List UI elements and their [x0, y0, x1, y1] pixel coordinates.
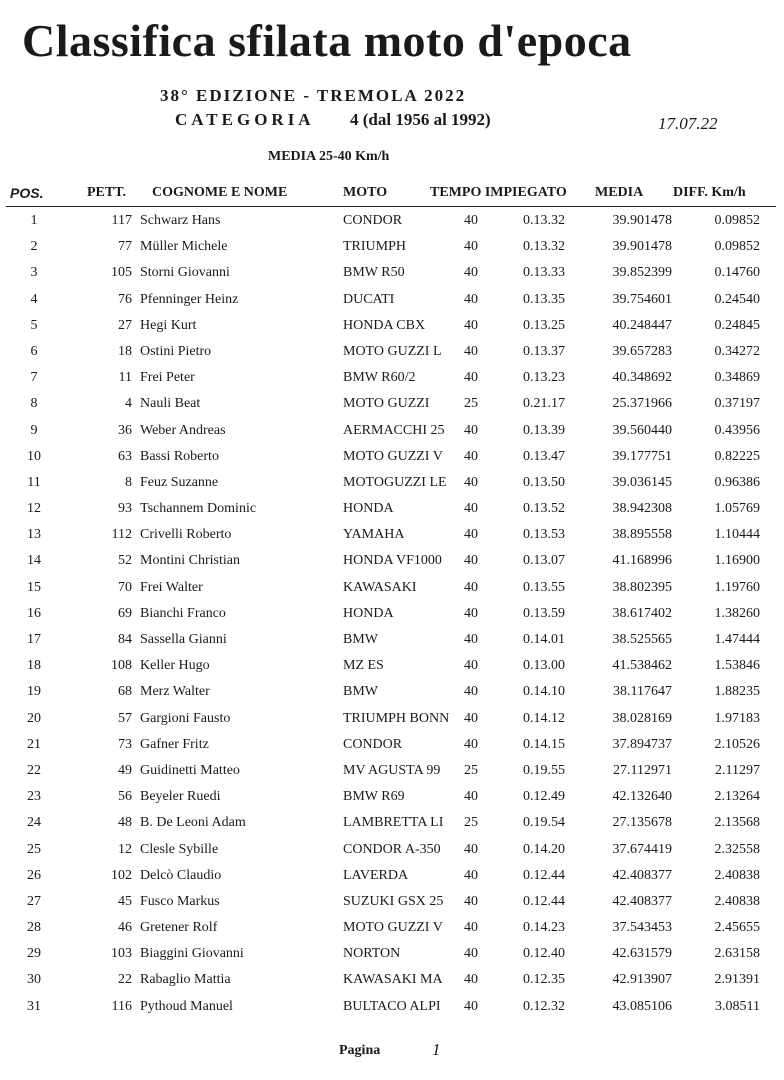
cell-time: 0.13.47 — [523, 448, 565, 464]
cell-media: 37.543453 — [612, 920, 672, 936]
cell-time: 0.13.23 — [523, 370, 565, 386]
cell-pos: 24 — [27, 815, 41, 831]
cell-tempo: 40 — [464, 658, 478, 674]
cell-pos: 23 — [27, 789, 41, 805]
category-value: 4 (dal 1956 al 1992) — [350, 110, 491, 129]
column-header-diff: DIFF. Km/h — [673, 185, 746, 200]
cell-time: 0.14.23 — [523, 920, 565, 936]
cell-pett: 8 — [125, 474, 132, 490]
cell-name: Pfenninger Heinz — [140, 291, 239, 307]
cell-media: 39.852399 — [612, 265, 672, 281]
cell-pos: 29 — [27, 946, 41, 962]
cell-pett: 68 — [118, 684, 132, 700]
cell-time: 0.12.44 — [523, 867, 565, 883]
cell-pett: 102 — [111, 867, 132, 883]
cell-pos: 2 — [30, 239, 38, 255]
cell-pos: 1 — [30, 213, 38, 228]
table-row — [0, 315, 784, 341]
table-row — [0, 996, 784, 1022]
cell-name: Bianchi Franco — [140, 605, 226, 621]
cell-diff: 1.16900 — [714, 553, 760, 569]
table-row — [0, 210, 784, 236]
cell-pos: 16 — [27, 605, 41, 621]
cell-pos: 13 — [27, 527, 41, 543]
cell-pos: 18 — [27, 658, 41, 674]
cell-tempo: 40 — [464, 736, 478, 752]
cell-name: Keller Hugo — [140, 658, 210, 674]
cell-diff: 2.40838 — [714, 893, 760, 909]
cell-time: 0.14.01 — [523, 632, 565, 647]
table-row — [0, 550, 784, 576]
cell-pos: 3 — [30, 265, 38, 281]
cell-moto: CONDOR — [343, 736, 403, 752]
cell-pos: 20 — [27, 710, 41, 726]
cell-pos: 8 — [30, 396, 38, 412]
cell-diff: 1.88235 — [714, 684, 760, 700]
cell-media: 39.657283 — [612, 343, 672, 359]
media-range: MEDIA 25-40 Km/h — [268, 149, 390, 164]
cell-media: 43.085106 — [612, 998, 672, 1014]
header-divider — [6, 206, 776, 207]
cell-media: 39.901478 — [612, 213, 672, 228]
cell-pett: 11 — [118, 370, 132, 386]
cell-media: 40.348692 — [612, 370, 672, 386]
cell-name: Clesle Sybille — [140, 841, 219, 857]
cell-name: Frei Peter — [140, 370, 195, 386]
cell-moto: SUZUKI GSX 25 — [343, 893, 444, 909]
cell-moto: DUCATI — [343, 291, 395, 307]
cell-time: 0.13.55 — [523, 579, 565, 595]
cell-name: Delcò Claudio — [140, 867, 222, 883]
cell-pos: 15 — [27, 579, 41, 595]
cell-media: 38.028169 — [612, 710, 672, 726]
cell-media: 41.168996 — [612, 553, 672, 569]
cell-tempo: 40 — [464, 998, 478, 1014]
cell-diff: 1.97183 — [714, 710, 760, 726]
cell-diff: 1.19760 — [714, 579, 760, 595]
cell-moto: MOTO GUZZI — [343, 396, 430, 412]
cell-media: 39.901478 — [612, 239, 672, 255]
table-row — [0, 420, 784, 446]
cell-pos: 6 — [30, 343, 38, 359]
cell-diff: 2.10526 — [714, 736, 760, 752]
cell-time: 0.13.32 — [523, 239, 565, 255]
cell-tempo: 40 — [464, 422, 478, 438]
table-row — [0, 943, 784, 969]
cell-time: 0.13.52 — [523, 501, 565, 517]
cell-time: 0.13.25 — [523, 317, 565, 333]
cell-moto: HONDA VF1000 — [343, 553, 442, 569]
cell-pett: 46 — [118, 920, 132, 936]
cell-pos: 4 — [30, 291, 38, 307]
cell-moto: CONDOR A-350 — [343, 841, 441, 857]
cell-time: 0.12.40 — [523, 946, 565, 962]
table-header — [0, 185, 784, 205]
cell-name: Gafner Fritz — [140, 736, 209, 752]
cell-pos: 27 — [27, 893, 41, 909]
cell-pos: 14 — [27, 553, 41, 569]
cell-diff: 1.53846 — [714, 658, 760, 674]
cell-pos: 5 — [30, 317, 38, 333]
cell-time: 0.13.00 — [523, 658, 565, 674]
cell-pett: 77 — [118, 239, 132, 255]
cell-pett: 70 — [118, 579, 132, 595]
table-row — [0, 446, 784, 472]
cell-diff: 2.13264 — [714, 789, 760, 805]
cell-diff: 1.38260 — [714, 605, 760, 621]
cell-moto: MOTO GUZZI L — [343, 343, 442, 359]
table-row — [0, 367, 784, 393]
cell-name: Nauli Beat — [140, 396, 201, 412]
cell-name: Biaggini Giovanni — [140, 946, 244, 962]
cell-moto: MOTOGUZZI LE — [343, 474, 447, 490]
table-row — [0, 891, 784, 917]
column-header-moto: MOTO — [343, 185, 388, 200]
cell-media: 40.248447 — [612, 317, 672, 333]
cell-time: 0.19.54 — [523, 815, 565, 831]
cell-diff: 0.14760 — [714, 265, 760, 281]
cell-tempo: 40 — [464, 213, 478, 228]
cell-moto: BMW R69 — [343, 789, 405, 805]
cell-pett: 52 — [118, 553, 132, 569]
cell-time: 0.14.12 — [523, 710, 565, 726]
cell-tempo: 25 — [464, 815, 478, 831]
cell-pos: 9 — [30, 422, 38, 438]
table-row — [0, 393, 784, 419]
cell-name: Gretener Rolf — [140, 920, 218, 936]
cell-tempo: 40 — [464, 632, 478, 647]
cell-time: 0.14.15 — [523, 736, 565, 752]
cell-time: 0.14.20 — [523, 841, 565, 857]
cell-moto: BMW R60/2 — [343, 370, 416, 386]
cell-moto: BMW — [343, 684, 378, 700]
cell-tempo: 40 — [464, 841, 478, 857]
cell-moto: AERMACCHI 25 — [343, 422, 445, 438]
cell-media: 42.913907 — [612, 972, 672, 988]
cell-moto: MOTO GUZZI V — [343, 920, 443, 936]
cell-tempo: 40 — [464, 867, 478, 883]
cell-moto: KAWASAKI MA — [343, 972, 443, 988]
cell-name: Merz Walter — [140, 684, 210, 700]
cell-pett: 105 — [111, 265, 132, 281]
cell-tempo: 40 — [464, 501, 478, 517]
cell-name: Beyeler Ruedi — [140, 789, 221, 805]
cell-pos: 21 — [27, 736, 41, 752]
cell-name: Storni Giovanni — [140, 265, 230, 281]
cell-time: 0.12.44 — [523, 893, 565, 909]
cell-tempo: 40 — [464, 448, 478, 464]
table-row — [0, 786, 784, 812]
cell-time: 0.13.39 — [523, 422, 565, 438]
cell-time: 0.19.55 — [523, 762, 565, 778]
cell-media: 42.631579 — [612, 946, 672, 962]
cell-pett: 57 — [118, 710, 132, 726]
cell-pett: 36 — [118, 422, 132, 438]
cell-time: 0.13.07 — [523, 553, 565, 569]
cell-diff: 0.24845 — [714, 317, 760, 333]
column-header-name: COGNOME E NOME — [152, 185, 288, 200]
cell-pos: 19 — [27, 684, 41, 700]
cell-tempo: 40 — [464, 474, 478, 490]
category-label: CATEGORIA — [175, 110, 315, 129]
cell-pett: 73 — [118, 736, 132, 752]
table-row — [0, 655, 784, 681]
cell-pett: 69 — [118, 605, 132, 621]
cell-pos: 30 — [27, 972, 41, 988]
cell-time: 0.14.10 — [523, 684, 565, 700]
cell-name: Montini Christian — [140, 553, 240, 569]
table-row — [0, 760, 784, 786]
cell-diff: 0.34869 — [714, 370, 760, 386]
table-row — [0, 629, 784, 655]
cell-time: 0.13.32 — [523, 213, 565, 228]
cell-name: Ostini Pietro — [140, 343, 212, 359]
table-row — [0, 734, 784, 760]
cell-moto: KAWASAKI — [343, 579, 417, 595]
table-row — [0, 236, 784, 262]
table-row — [0, 577, 784, 603]
cell-moto: BMW R50 — [343, 265, 405, 281]
table-row — [0, 812, 784, 838]
cell-moto: YAMAHA — [343, 527, 405, 543]
cell-tempo: 40 — [464, 370, 478, 386]
cell-diff: 0.82225 — [714, 448, 760, 464]
cell-pos: 11 — [27, 474, 41, 490]
cell-name: Hegi Kurt — [140, 317, 197, 333]
cell-pos: 7 — [30, 370, 38, 386]
cell-tempo: 40 — [464, 265, 478, 281]
cell-media: 41.538462 — [612, 658, 672, 674]
cell-name: Rabaglio Mattia — [140, 972, 231, 988]
cell-diff: 1.05769 — [714, 501, 760, 517]
cell-tempo: 40 — [464, 972, 478, 988]
cell-diff: 2.32558 — [714, 841, 760, 857]
cell-name: Bassi Roberto — [140, 448, 219, 464]
cell-tempo: 40 — [464, 710, 478, 726]
cell-moto: MOTO GUZZI V — [343, 448, 443, 464]
cell-time: 0.13.33 — [523, 265, 565, 281]
cell-diff: 0.24540 — [714, 291, 760, 307]
cell-pett: 4 — [125, 396, 132, 412]
cell-name: Gargioni Fausto — [140, 710, 231, 726]
cell-moto: BMW — [343, 632, 378, 647]
cell-tempo: 40 — [464, 946, 478, 962]
table-row — [0, 524, 784, 550]
cell-name: Pythoud Manuel — [140, 998, 233, 1014]
cell-pett: 112 — [111, 527, 132, 543]
cell-media: 39.177751 — [612, 448, 672, 464]
column-header-media: MEDIA — [595, 185, 644, 200]
cell-tempo: 40 — [464, 239, 478, 255]
cell-diff: 0.09852 — [714, 239, 760, 255]
cell-media: 39.754601 — [612, 291, 672, 307]
cell-time: 0.12.32 — [523, 998, 565, 1014]
cell-moto: HONDA — [343, 605, 394, 621]
table-row — [0, 917, 784, 943]
cell-moto: NORTON — [343, 946, 401, 962]
edition-line: 38° EDIZIONE - TREMOLA 2022 — [160, 86, 467, 105]
cell-pos: 17 — [27, 632, 41, 647]
table-row — [0, 498, 784, 524]
cell-pett: 117 — [111, 213, 132, 228]
cell-pos: 10 — [27, 448, 41, 464]
cell-pett: 56 — [118, 789, 132, 805]
cell-name: Crivelli Roberto — [140, 527, 232, 543]
table-row — [0, 708, 784, 734]
cell-pett: 108 — [111, 658, 132, 674]
column-header-pett: PETT. — [87, 185, 127, 200]
table-row — [0, 289, 784, 315]
page-title: Classifica sfilata moto d'epoca — [22, 15, 632, 66]
cell-pett: 93 — [118, 501, 132, 517]
cell-pos: 28 — [27, 920, 41, 936]
cell-media: 38.942308 — [612, 501, 672, 517]
cell-media: 42.408377 — [612, 867, 672, 883]
cell-diff: 2.91391 — [714, 972, 760, 988]
cell-diff: 2.11297 — [715, 762, 760, 778]
cell-time: 0.12.35 — [523, 972, 565, 988]
cell-tempo: 25 — [464, 762, 478, 778]
cell-pos: 31 — [27, 998, 41, 1014]
table-row — [0, 839, 784, 865]
cell-moto: HONDA CBX — [343, 317, 426, 333]
table-row — [0, 341, 784, 367]
cell-pett: 22 — [118, 972, 132, 988]
cell-moto: MZ ES — [343, 658, 384, 674]
cell-name: Weber Andreas — [140, 422, 226, 438]
cell-tempo: 40 — [464, 605, 478, 621]
cell-moto: TRIUMPH BONN — [343, 710, 450, 726]
cell-tempo: 40 — [464, 553, 478, 569]
cell-pett: 18 — [118, 343, 132, 359]
cell-name: Schwarz Hans — [140, 213, 221, 228]
cell-pett: 12 — [118, 841, 132, 857]
cell-time: 0.13.59 — [523, 605, 565, 621]
cell-tempo: 40 — [464, 789, 478, 805]
cell-diff: 2.45655 — [714, 920, 760, 936]
cell-diff: 3.08511 — [715, 998, 760, 1014]
cell-media: 27.112971 — [613, 762, 672, 778]
cell-pett: 27 — [118, 317, 132, 333]
cell-moto: CONDOR — [343, 213, 403, 228]
cell-time: 0.12.49 — [523, 789, 565, 805]
cell-moto: LAVERDA — [343, 867, 409, 883]
cell-media: 38.895558 — [612, 527, 672, 543]
cell-name: Sassella Gianni — [140, 632, 227, 647]
cell-diff: 0.09852 — [714, 213, 760, 228]
column-header-pos: POS. — [10, 185, 44, 201]
cell-tempo: 40 — [464, 527, 478, 543]
cell-pos: 22 — [27, 762, 41, 778]
cell-media: 37.674419 — [612, 841, 672, 857]
table-row — [0, 681, 784, 707]
cell-tempo: 40 — [464, 579, 478, 595]
cell-name: B. De Leoni Adam — [140, 815, 246, 831]
cell-media: 42.408377 — [612, 893, 672, 909]
cell-tempo: 40 — [464, 684, 478, 700]
cell-diff: 1.10444 — [714, 527, 760, 543]
cell-pett: 63 — [118, 448, 132, 464]
page-label: Pagina — [339, 1043, 381, 1058]
cell-pos: 25 — [27, 841, 41, 857]
table-row — [0, 969, 784, 995]
cell-diff: 2.63158 — [714, 946, 760, 962]
cell-tempo: 40 — [464, 893, 478, 909]
cell-name: Müller Michele — [140, 239, 228, 255]
cell-time: 0.13.37 — [523, 343, 565, 359]
cell-diff: 0.96386 — [714, 474, 760, 490]
cell-pett: 49 — [118, 762, 132, 778]
cell-media: 39.036145 — [612, 474, 672, 490]
cell-pett: 76 — [118, 291, 132, 307]
results-table — [0, 210, 784, 1022]
cell-diff: 2.40838 — [714, 867, 760, 883]
cell-pett: 103 — [111, 946, 132, 962]
cell-tempo: 40 — [464, 317, 478, 333]
cell-diff: 0.43956 — [714, 422, 760, 438]
cell-time: 0.13.50 — [523, 474, 565, 490]
cell-media: 38.525565 — [612, 632, 672, 647]
cell-name: Fusco Markus — [140, 893, 220, 909]
page-number: 1 — [432, 1040, 441, 1059]
cell-tempo: 40 — [464, 920, 478, 936]
table-row — [0, 865, 784, 891]
cell-pett: 48 — [118, 815, 132, 831]
cell-diff: 1.47444 — [714, 632, 760, 647]
cell-media: 39.560440 — [612, 422, 672, 438]
cell-diff: 0.34272 — [714, 343, 760, 359]
cell-pos: 26 — [27, 867, 41, 883]
event-date: 17.07.22 — [658, 114, 718, 133]
cell-media: 27.135678 — [612, 815, 672, 831]
cell-time: 0.13.53 — [523, 527, 565, 543]
cell-name: Tschannem Dominic — [140, 501, 257, 517]
cell-time: 0.13.35 — [523, 291, 565, 307]
cell-time: 0.21.17 — [523, 396, 565, 412]
cell-media: 42.132640 — [612, 789, 672, 805]
cell-moto: TRIUMPH — [343, 239, 407, 255]
cell-pett: 116 — [111, 998, 132, 1014]
table-row — [0, 262, 784, 288]
cell-moto: MV AGUSTA 99 — [343, 762, 441, 778]
cell-pos: 12 — [27, 501, 41, 517]
cell-media: 38.117647 — [613, 684, 672, 700]
cell-name: Guidinetti Matteo — [140, 762, 240, 778]
cell-name: Frei Walter — [140, 579, 203, 595]
cell-pett: 45 — [118, 893, 132, 909]
cell-diff: 2.13568 — [714, 815, 760, 831]
cell-moto: HONDA — [343, 501, 394, 517]
cell-media: 38.617402 — [612, 605, 672, 621]
cell-media: 37.894737 — [612, 736, 672, 752]
cell-moto: BULTACO ALPI — [343, 998, 441, 1014]
cell-tempo: 40 — [464, 343, 478, 359]
cell-tempo: 40 — [464, 291, 478, 307]
cell-moto: LAMBRETTA LI — [343, 815, 444, 831]
cell-name: Feuz Suzanne — [140, 474, 219, 490]
cell-media: 25.371966 — [612, 396, 672, 412]
table-row — [0, 472, 784, 498]
cell-media: 38.802395 — [612, 579, 672, 595]
cell-diff: 0.37197 — [714, 396, 760, 412]
column-header-tempo: TEMPO IMPIEGATO — [430, 185, 567, 200]
table-row — [0, 603, 784, 629]
cell-pett: 84 — [118, 632, 132, 647]
cell-tempo: 25 — [464, 396, 478, 412]
